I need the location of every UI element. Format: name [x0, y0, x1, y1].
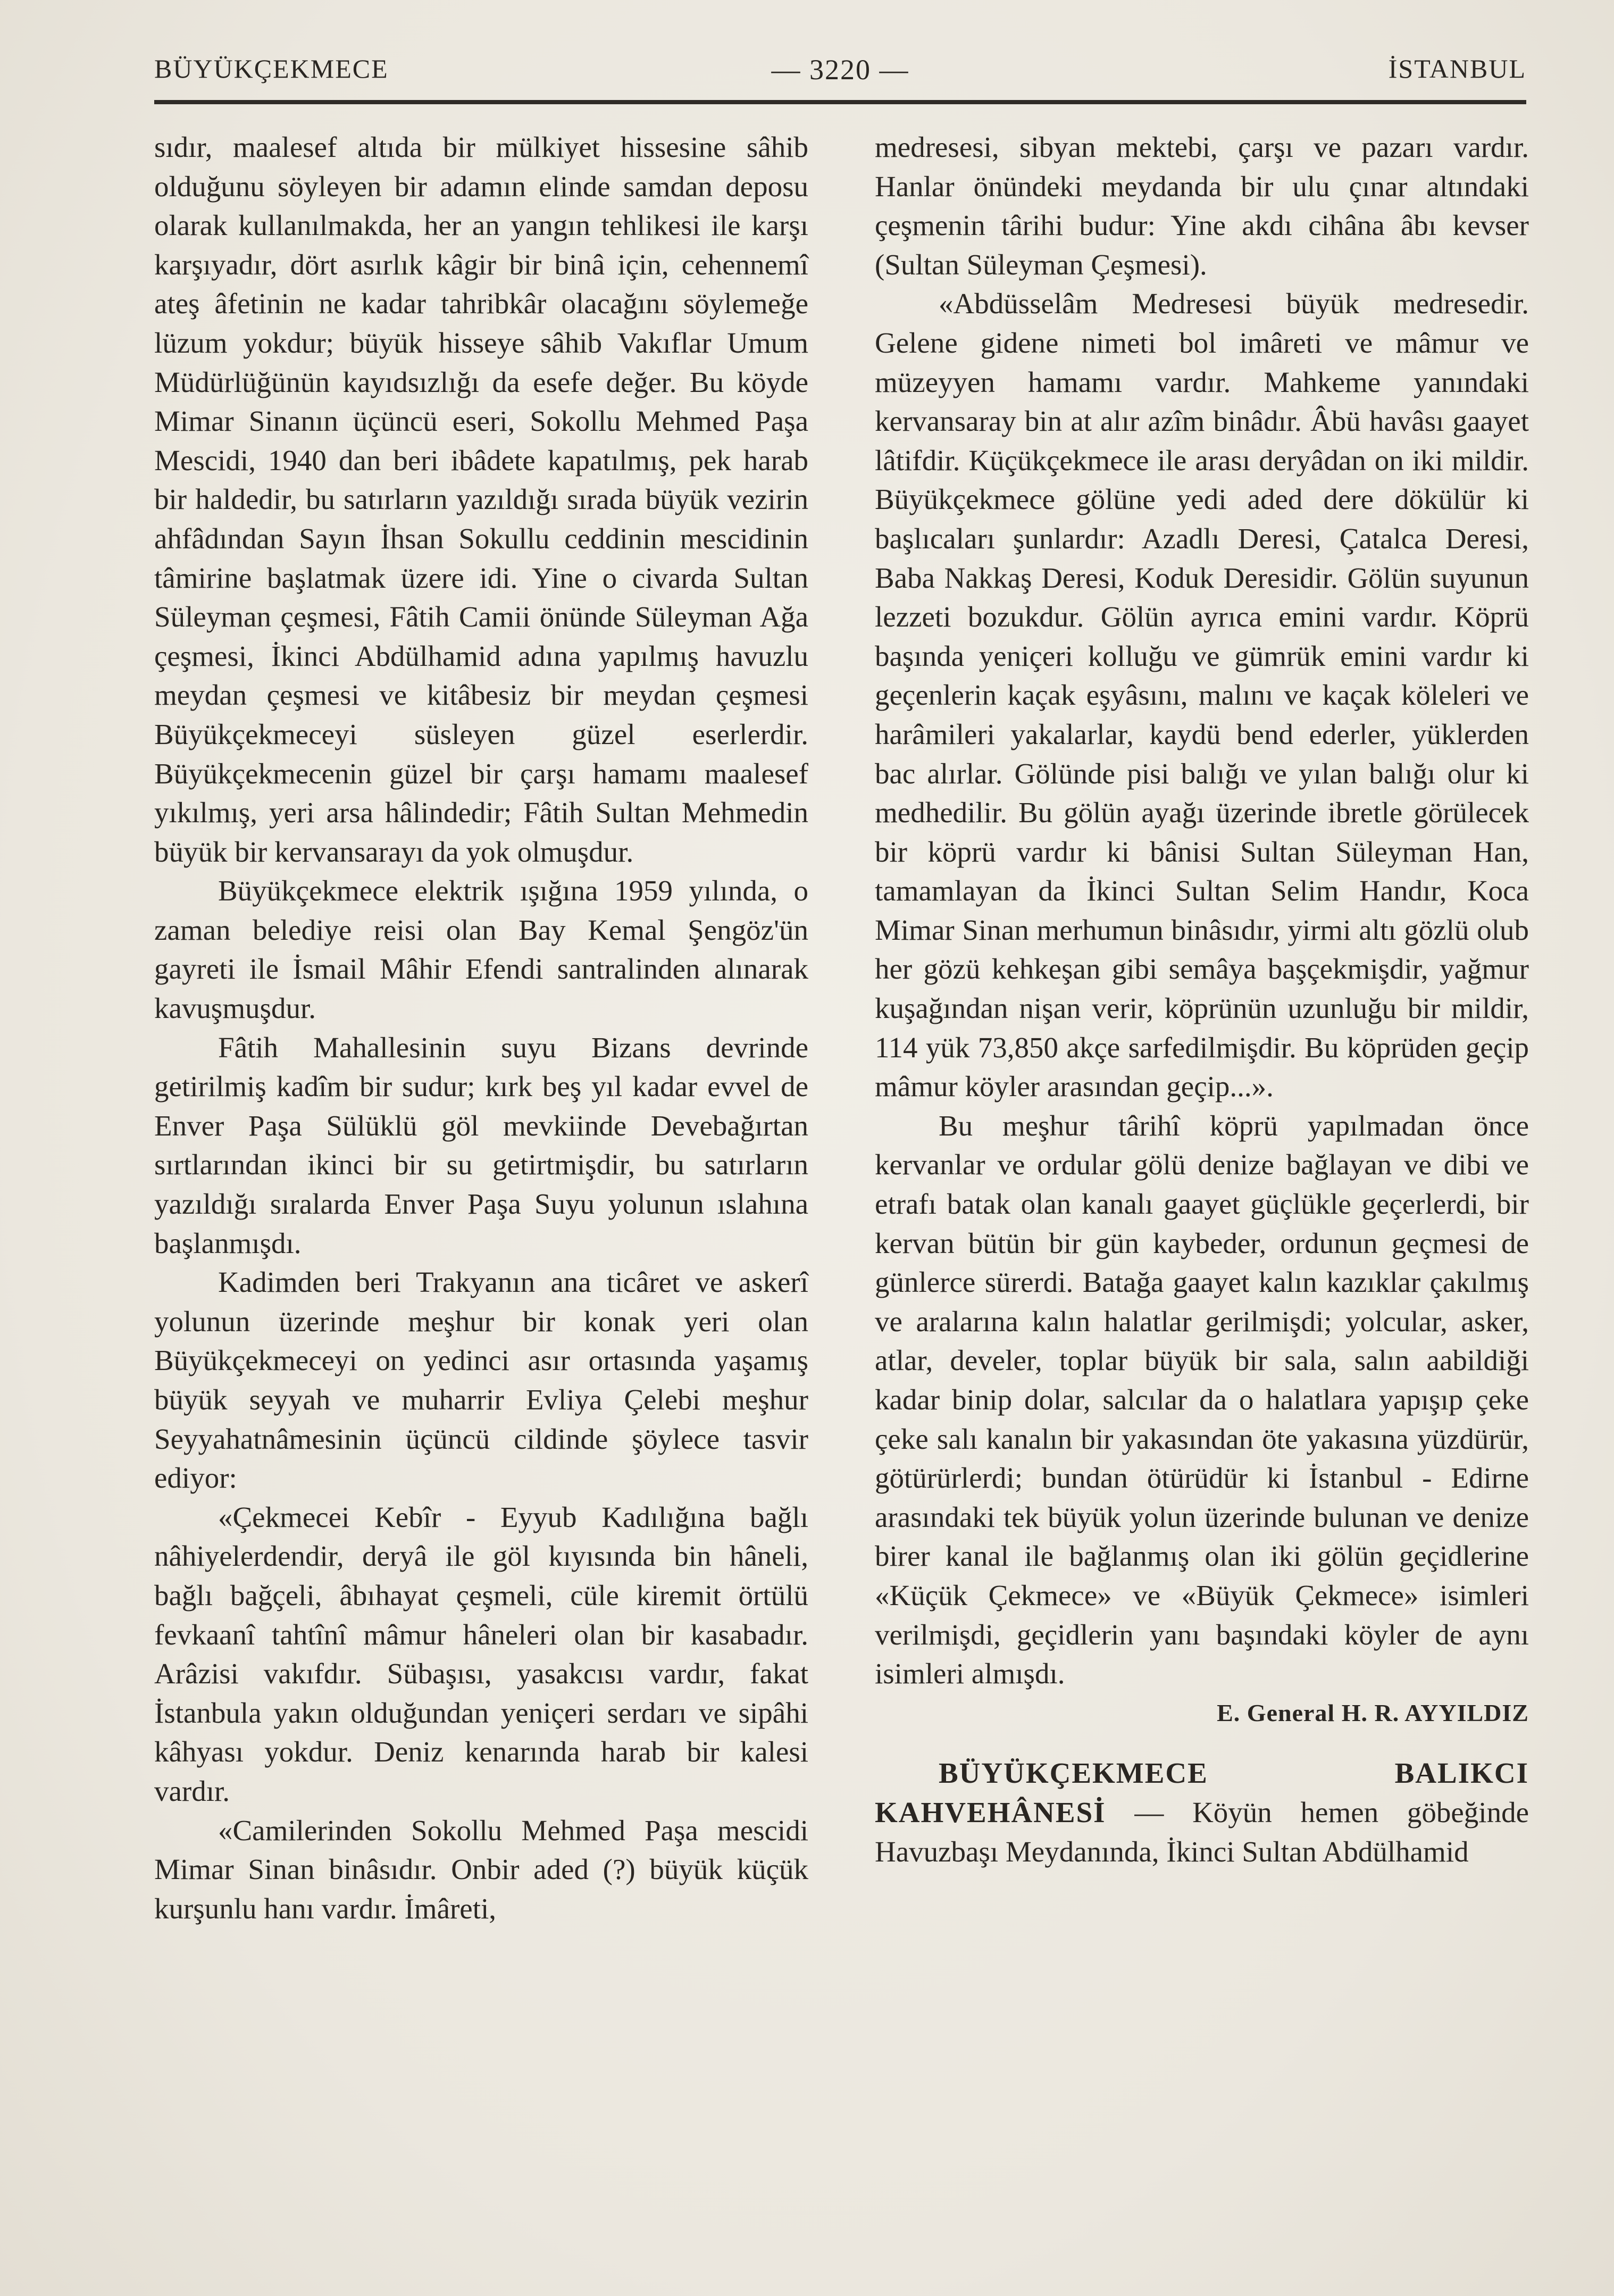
- header-section-title: BÜYÜKÇEKMECE: [154, 54, 389, 84]
- quotation-paragraph: «Camilerinden Sokollu Mehmed Paşa mescidi Mimar Sinan binâsıdır. Onbir aded (?) büyük küçük kurşunlu hanı vardır. İmâreti,: [154, 1814, 808, 1925]
- left-column: [154, 128, 808, 1928]
- entry-text: — Köyün hemen göbeğinde Havuzbaşı Meydanında, İkinci Sultan Abdülhamid: [875, 1796, 1529, 1868]
- entry-paragraph: [875, 1754, 1529, 1871]
- paragraph: medresesi, sibyan mektebi, çarşı ve pazarı vardır. Hanlar önündeki meydanda bir ulu çınar altındaki çeşmenin târihi budur: Yine akdı cihâna âbı kevser (Sultan Süleyman Çeşmesi).: [875, 131, 1529, 281]
- paragraph: Fâtih Mahallesinin suyu Bizans devrinde getirilmiş kadîm bir sudur; kırk beş yıl kadar evvel de Enver Paşa Sülüklü göl mevkiinde Devebağırtan sırtlarından ikinci bir su getirtmişdir, bu satırların yazıldığı sıralarda Enver Paşa Suyu yolunun ıslahına başlanmışdı.: [154, 1031, 808, 1259]
- quotation-paragraph: «Abdüsselâm Medresesi büyük medresedir. Gelene gidene nimeti bol imâreti ve mâmur ve müzeyyen hamamı vardır. Mahkeme yanındaki kervansaray bin at alır azîm binâdır. Âbü havâsı gaayet lâtifdir. Küçükçekmece ile arası deryâdan on iki mildir. Büyükçekmece gölüne yedi aded dere dökülür ki başlıcaları şunlardır: Azadlı Deresi, Çatalca Deresi, Baba Nakkaş Deresi, Koduk Deresidir. Gölün suyunun lezzeti bozukdur. Gölün ayrıca emini vardır. Köprü başında yeniçeri kolluğu ve gümrük emini vardır ki geçenlerin kaçak eşyâsını, malını ve kaçak köleleri ve harâmileri yakalarlar, kaydü bend ederler, yüklerden bac alırlar. Gölünde pisi balığı ve yılan balığı olur ki medhedilir. Bu gölün ayağı üzerinde ibretle görülecek bir köprü vardır ki bânisi Sultan Süleyman Han, tamamlayan da İkinci Sultan Selim Handır, Koca Mimar Sinan merhumun binâsıdır, yirmi altı gözlü olub her gözü kehkeşan gibi semâya başçekmişdir, yağmur kuşağından nişan verir, köprünün uzunluğu bir mildir, 114 yük 73,850 akçe sarfedilmişdir. Bu köprüden geçip mâmur köyler arasından geçip...».: [875, 287, 1529, 1103]
- paragraph: sıdır, maalesef altıda bir mülkiyet hissesine sâhib olduğunu söyleyen bir adamın elinde samdan deposu olarak kullanılmakda, her an yangın tehlikesi ile karşı karşıyadır, dört asırlık kâgir bir binâ için, cehennemî ateş âfetinin ne kadar tahribkâr olacağını söylemeğe lüzum yokdur; büyük hisseye sâhib Vakıflar Umum Müdürlüğünün kayıdsızlığı da esefe değer. Bu köyde Mimar Sinanın üçüncü eseri, Sokollu Mehmed Paşa Mescidi, 1940 dan beri ibâdete kapatılmış, pek harab bir haldedir, bu satırların yazıldığı sırada büyük vezirin ahfâdından Sayın İhsan Sokullu ceddinin mescidinin tâmirine başlatmak üzere idi. Yine o civarda Sultan Süleyman çeşmesi, Fâtih Camii önünde Süleyman Ağa çeşmesi, İkinci Abdülhamid adına yapılmış havuzlu meydan çeşmesi ve kitâbesiz bir meydan çeşmesi Büyükçekmeceyi süsleyen güzel eserlerdir. Büyükçekmecenin güzel bir çarşı hamamı maalesef yıkılmış, yeri arsa hâlindedir; Fâtih Sultan Mehmedin büyük bir kervansarayı da yok olmuşdur.: [154, 131, 808, 868]
- paragraph: Bu meşhur târihî köprü yapılmadan önce kervanlar ve ordular gölü denize bağlayan ve dibi ve etrafı batak olan kanalı gaayet güçlükle geçerlerdi, bir kervan bütün bir gün kaybeder, ordunun geçmesi de günlerce sürerdi. Batağa gaayet kalın kazıklar çakılmış ve aralarına kalın halatlar gerilmişdi; yolcular, asker, atlar, develer, toplar büyük bir sala, salın aabildiği kadar binip dolar, salcılar da o halatlara yapışıp çeke çeke salı kanalın bir yakasından öte yakasına yüzdürür, götürürlerdi; bundan ötürüdür ki İstanbul - Edirne arasındaki tek büyük yolun üzerinde bulunan ve denize birer kanal ile bağlanmış olan iki gölün geçidlerine «Küçük Çekmece» ve «Büyük Çekmece» isimleri verilmişdi, geçidlerin yanı başındaki köyler de aynı isimleri almışdı.: [875, 1109, 1529, 1690]
- header-rule: [154, 100, 1526, 104]
- right-column: [875, 128, 1529, 1871]
- paragraph: Büyükçekmece elektrik ışığına 1959 yılında, o zaman belediye reisi olan Bay Kemal Şengöz'ün gayreti ile İsmail Mâhir Efendi santralinden alınarak kavuşmuşdur.: [154, 874, 808, 1025]
- header-city: İSTANBUL: [1388, 54, 1526, 84]
- page-number: — 3220 —: [771, 54, 909, 86]
- author-signature: E. General H. R. AYYILDIZ: [1217, 1699, 1529, 1726]
- entry-title: BÜYÜKÇEKMECE BALIKCI KAHVEHÂNESİ: [875, 1757, 1529, 1829]
- quotation-paragraph: «Çekmecei Kebîr - Eyyub Kadılığına bağlı nâhiyelerdendir, deryâ ile göl kıyısında bin hâneli, bağlı bağçeli, âbıhayat çeşmeli, cüle kiremit örtülü fevkaanî tahtînî mâmur hâneleri olan bir kasabadır. Arâzisi vakıfdır. Sübaşısı, yasakcısı vardır, fakat İstanbula yakın olduğundan yeniçeri serdarı ve sipâhi kâhyası yokdur. Deniz kenarında harab bir kalesi vardır.: [154, 1500, 808, 1807]
- paragraph: Kadimden beri Trakyanın ana ticâret ve askerî yolunun üzerinde meşhur bir konak yeri olan Büyükçekmeceyi on yedinci asır ortasında yaşamış büyük seyyah ve muharrir Evliya Çelebi meşhur Seyyahatnâmesinin üçüncü cildinde şöylece tasvir ediyor:: [154, 1266, 808, 1495]
- running-header: [154, 53, 1526, 90]
